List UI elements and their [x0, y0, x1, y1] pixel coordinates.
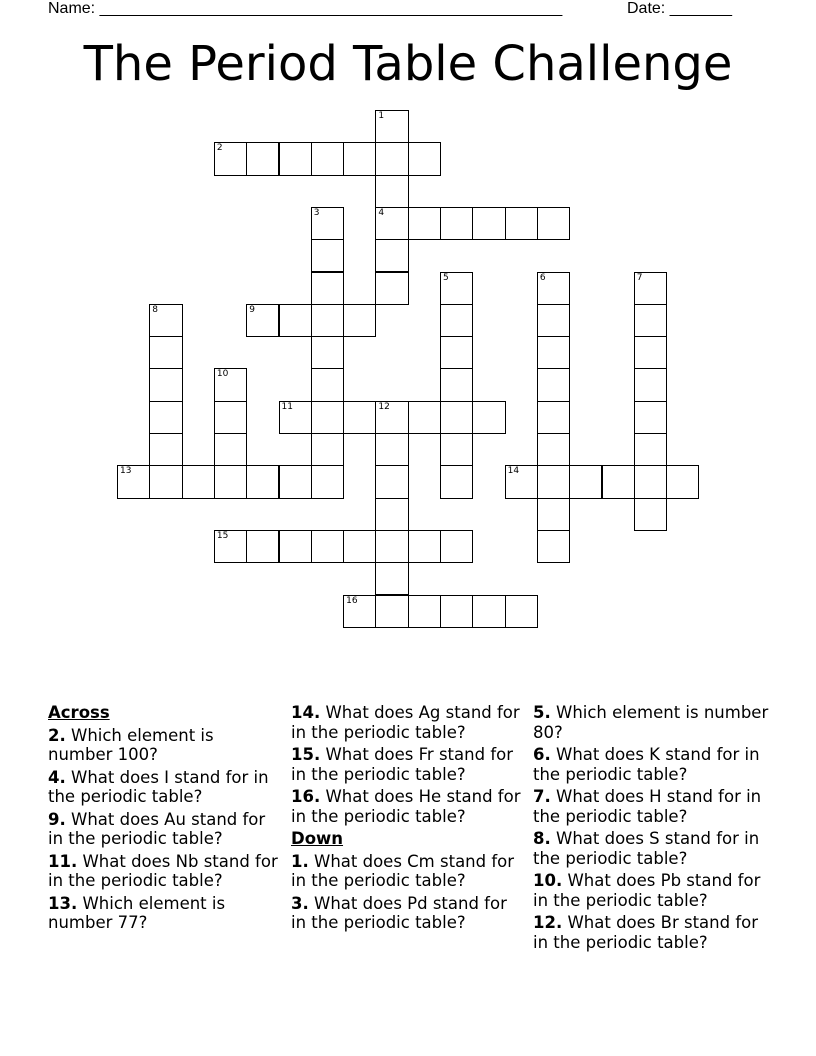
grid-cell[interactable]	[505, 207, 538, 240]
grid-cell[interactable]	[375, 595, 408, 628]
grid-cell[interactable]	[440, 401, 473, 434]
clue-text: What does I stand for in the periodic table?	[48, 767, 269, 806]
cell-number: 13	[120, 466, 132, 477]
grid-cell[interactable]	[375, 498, 408, 531]
cell-number: 7	[636, 272, 643, 283]
grid-cell[interactable]	[634, 304, 667, 337]
grid-cell[interactable]	[311, 272, 344, 305]
grid-cell[interactable]	[375, 530, 408, 563]
clue-text: What does S stand for in the periodic table?	[533, 829, 760, 868]
clue-across-9	[48, 810, 280, 849]
clue-number: 7.	[533, 787, 551, 806]
grid-cell[interactable]	[375, 465, 408, 498]
clue-number: 15.	[291, 745, 321, 764]
clue-number: 3.	[291, 893, 309, 913]
grid-cell[interactable]	[408, 142, 441, 175]
clue-text: What does Cm stand for in the periodic table?	[291, 851, 515, 890]
grid-cell[interactable]	[537, 304, 570, 337]
cell-number: 10	[216, 369, 229, 380]
grid-cell[interactable]	[472, 207, 505, 240]
clue-number: 11.	[48, 851, 78, 871]
name-field[interactable]: Name: ____________________________________________________	[48, 0, 563, 17]
grid-cell[interactable]	[440, 595, 473, 628]
clue-across-13	[48, 894, 280, 933]
cell-number: 6	[539, 272, 546, 283]
grid-cell[interactable]	[440, 304, 473, 337]
clue-across-16	[291, 787, 523, 826]
grid-cell[interactable]	[537, 433, 570, 466]
grid-cell[interactable]	[375, 142, 408, 175]
cell-number: 5	[443, 272, 449, 283]
cell-number: 1	[378, 111, 385, 121]
grid-cell[interactable]	[537, 401, 570, 434]
grid-cell[interactable]	[311, 465, 344, 498]
grid-cell[interactable]	[343, 595, 376, 628]
grid-cell[interactable]	[375, 110, 408, 143]
grid-cell[interactable]	[246, 530, 279, 563]
clue-text: Which element is number 100?	[48, 725, 214, 764]
grid-cell[interactable]	[214, 465, 247, 498]
clue-number: 16.	[291, 787, 321, 806]
grid-cell[interactable]	[505, 595, 538, 628]
clue-down-7	[533, 787, 773, 826]
grid-cell[interactable]	[214, 433, 247, 466]
clue-text: What does Fr stand for in the periodic table?	[291, 745, 514, 784]
grid-cell[interactable]	[634, 401, 667, 434]
grid-cell[interactable]	[537, 530, 570, 563]
grid-cell[interactable]	[375, 433, 408, 466]
grid-cell[interactable]	[149, 368, 182, 401]
grid-cell[interactable]	[602, 465, 635, 498]
clue-across-15	[291, 745, 523, 784]
grid-cell[interactable]	[311, 433, 344, 466]
clue-text: What does H stand for in the periodic table?	[533, 787, 762, 826]
grid-cell[interactable]	[214, 530, 247, 563]
grid-cell[interactable]	[279, 530, 312, 563]
clues-column-2	[291, 703, 523, 936]
grid-cell[interactable]	[537, 336, 570, 369]
grid-cell[interactable]	[472, 401, 505, 434]
clue-number: 6.	[533, 745, 551, 764]
grid-cell[interactable]	[440, 272, 473, 305]
grid-cell[interactable]	[440, 207, 473, 240]
grid-cell[interactable]	[311, 368, 344, 401]
grid-cell[interactable]	[311, 142, 344, 175]
clue-down-10	[533, 871, 773, 910]
grid-cell[interactable]	[311, 401, 344, 434]
grid-cell[interactable]	[279, 142, 312, 175]
grid-cell[interactable]	[375, 562, 408, 595]
grid-cell[interactable]	[311, 304, 344, 337]
grid-cell[interactable]	[408, 401, 441, 434]
clue-across-2	[48, 726, 280, 765]
grid-cell[interactable]	[311, 207, 344, 240]
grid-cell[interactable]	[375, 401, 408, 434]
clue-down-1	[291, 852, 523, 891]
grid-cell[interactable]	[149, 336, 182, 369]
clue-number: 10.	[533, 871, 563, 890]
grid-cell[interactable]	[408, 595, 441, 628]
grid-cell[interactable]	[246, 465, 279, 498]
date-field[interactable]: Date: _______	[627, 0, 732, 17]
grid-cell[interactable]	[311, 530, 344, 563]
grid-cell[interactable]	[375, 207, 408, 240]
grid-cell[interactable]	[182, 465, 215, 498]
cell-number: 16	[346, 595, 358, 606]
grid-cell[interactable]	[149, 304, 182, 337]
grid-cell[interactable]	[214, 142, 247, 175]
cell-number: 14	[507, 466, 520, 477]
clue-text: What does Pd stand for in the periodic table?	[291, 893, 507, 932]
grid-cell[interactable]	[375, 272, 408, 305]
grid-cell[interactable]	[311, 336, 344, 369]
grid-cell[interactable]	[246, 142, 279, 175]
grid-cell[interactable]	[537, 368, 570, 401]
grid-cell[interactable]	[634, 272, 667, 305]
grid-cell[interactable]	[440, 433, 473, 466]
grid-cell[interactable]	[537, 207, 570, 240]
clue-text: What does Pb stand for in the periodic table?	[533, 871, 761, 910]
grid-cell[interactable]	[569, 465, 602, 498]
grid-cell[interactable]	[634, 498, 667, 531]
cell-number: 8	[152, 304, 159, 315]
clue-across-11	[48, 852, 280, 891]
grid-cell[interactable]	[214, 401, 247, 434]
clue-text: What does Nb stand for in the periodic table?	[48, 851, 278, 890]
grid-cell[interactable]	[505, 465, 538, 498]
grid-cell[interactable]	[537, 272, 570, 305]
clue-number: 4.	[48, 767, 66, 787]
grid-cell[interactable]	[279, 304, 312, 337]
grid-cell[interactable]	[311, 239, 344, 272]
clue-number: 1.	[291, 851, 309, 871]
cell-number: 15	[216, 530, 229, 541]
grid-cell[interactable]	[408, 530, 441, 563]
clue-down-6	[533, 745, 773, 784]
grid-cell[interactable]	[149, 401, 182, 434]
cell-number: 4	[378, 207, 385, 218]
cell-number: 9	[249, 304, 255, 315]
grid-cell[interactable]	[440, 368, 473, 401]
grid-cell[interactable]	[537, 465, 570, 498]
clue-number: 5.	[533, 703, 551, 722]
clue-text: What does K stand for in the periodic table?	[533, 745, 760, 784]
grid-cell[interactable]	[149, 433, 182, 466]
grid-cell[interactable]	[343, 530, 376, 563]
page-title: The Period Table Challenge	[83, 36, 733, 92]
grid-cell[interactable]	[472, 595, 505, 628]
clue-across-14	[291, 703, 523, 742]
grid-cell[interactable]	[343, 401, 376, 434]
grid-cell[interactable]	[537, 498, 570, 531]
grid-cell[interactable]	[634, 368, 667, 401]
down-heading: Down	[291, 829, 344, 848]
grid-cell[interactable]	[246, 304, 279, 337]
grid-cell[interactable]	[117, 465, 150, 498]
clue-number: 12.	[533, 913, 563, 932]
grid-cell[interactable]	[279, 401, 312, 434]
grid-cell[interactable]	[666, 465, 699, 498]
clue-number: 8.	[533, 829, 551, 848]
clue-text: What does Au stand for in the periodic table?	[48, 809, 266, 848]
clue-number: 9.	[48, 809, 66, 829]
cell-number: 11	[281, 401, 293, 412]
clue-down-3	[291, 894, 523, 933]
clue-down-5	[533, 703, 773, 742]
clue-number: 2.	[48, 725, 66, 745]
clue-down-8	[533, 829, 773, 868]
clue-text: What does He stand for in the periodic table?	[291, 787, 521, 826]
grid-cell[interactable]	[440, 530, 473, 563]
grid-cell[interactable]	[634, 465, 667, 498]
clue-number: 14.	[291, 703, 321, 722]
grid-cell[interactable]	[149, 465, 182, 498]
grid-cell[interactable]	[440, 465, 473, 498]
clue-text: Which element is number 77?	[48, 893, 226, 932]
grid-cell[interactable]	[214, 368, 247, 401]
grid-cell[interactable]	[440, 336, 473, 369]
cell-number: 2	[216, 143, 223, 154]
across-heading: Across	[48, 703, 110, 722]
clues-column-3	[533, 703, 773, 955]
clue-number: 13.	[48, 893, 78, 913]
clues-column-1	[48, 703, 280, 936]
grid-cell[interactable]	[343, 142, 376, 175]
grid-cell[interactable]	[634, 336, 667, 369]
grid-cell[interactable]	[634, 433, 667, 466]
grid-cell[interactable]	[375, 175, 408, 208]
cell-number: 3	[313, 207, 320, 218]
clue-text: Which element is number 80?	[533, 703, 769, 742]
clue-text: What does Ag stand for in the periodic table?	[291, 703, 520, 742]
clue-down-12	[533, 913, 773, 952]
grid-cell[interactable]	[343, 304, 376, 337]
clue-across-4	[48, 768, 280, 807]
grid-cell[interactable]	[279, 465, 312, 498]
grid-cell[interactable]	[375, 239, 408, 272]
cell-number: 12	[378, 401, 390, 412]
clue-text: What does Br stand for in the periodic table?	[533, 913, 759, 952]
grid-cell[interactable]	[408, 207, 441, 240]
